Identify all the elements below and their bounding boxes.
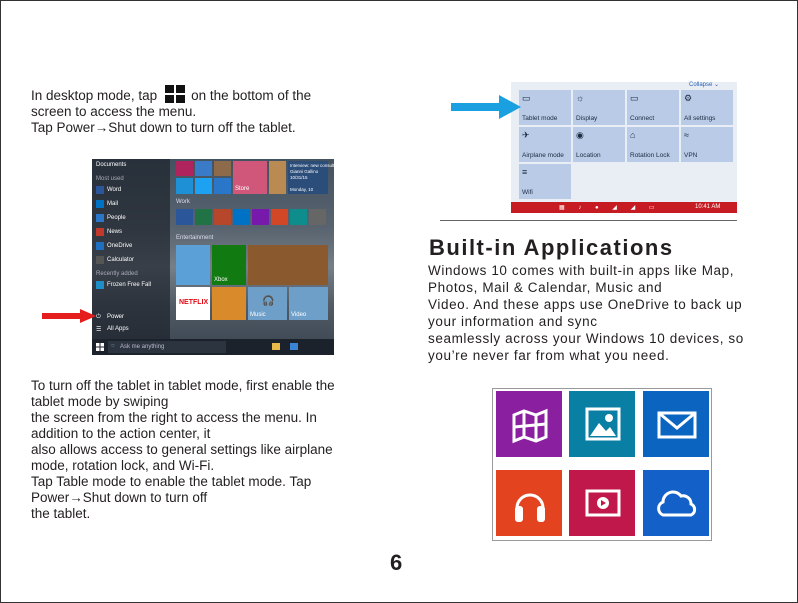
power-icon: ⏻ — [96, 314, 101, 320]
documents-header: Documents — [96, 162, 127, 168]
all-apps-icon: ☰ — [96, 327, 102, 333]
onedrive-cloud-icon — [653, 488, 699, 518]
builtin-line-4: your information and sync — [428, 314, 598, 329]
video-play-icon — [585, 489, 621, 517]
tile-3[interactable] — [214, 161, 231, 176]
quick-action-label: VPN — [684, 152, 698, 159]
quick-action-all-settings[interactable] — [681, 90, 733, 125]
mail-icon — [657, 411, 697, 439]
builtin-line-6: you’re never far from what you need. — [428, 348, 670, 363]
app-icon-news — [96, 228, 104, 236]
work-tile-3[interactable] — [214, 209, 231, 225]
builtin-line-1: Windows 10 comes with built-in apps like Map, — [428, 263, 735, 278]
onedrive-tile[interactable] — [643, 470, 709, 536]
app-item-word[interactable]: Word — [107, 187, 122, 193]
work-tile-1[interactable] — [176, 209, 193, 225]
explorer-icon[interactable] — [272, 343, 280, 350]
video-tile[interactable] — [569, 470, 635, 536]
mail-tile[interactable] — [643, 391, 709, 457]
rotation-lock-icon: ⌂ — [630, 130, 636, 140]
store-icon[interactable] — [290, 343, 298, 350]
start-button-icon[interactable] — [96, 343, 104, 351]
app-item-mail[interactable]: Mail — [107, 201, 119, 207]
start-menu-tiles-pane — [170, 159, 341, 339]
tablet-line-2: tablet mode by swiping — [31, 394, 169, 409]
work-header: Work — [176, 199, 190, 205]
quick-action-wifi[interactable] — [519, 164, 571, 199]
tile-1[interactable] — [176, 161, 193, 176]
recently-added-header: Recently added — [96, 271, 138, 277]
tile-king[interactable] — [212, 287, 246, 320]
quick-action-rotation-lock[interactable] — [627, 127, 679, 162]
start-menu-left-pane — [92, 159, 170, 339]
intro-line-3: Tap Power→Shut down to turn off the tablet. — [31, 120, 296, 135]
divider — [440, 220, 737, 221]
airplane-mode-icon: ✈ — [522, 130, 530, 140]
tablet-line-9: the tablet. — [31, 506, 91, 521]
quick-action-label: Rotation Lock — [630, 152, 670, 159]
quick-action-label: Tablet mode — [522, 115, 558, 122]
tile-game[interactable] — [248, 245, 328, 285]
tablet-line-7: Tap Table mode to enable the tablet mode. Tap — [31, 474, 312, 489]
app-icon-onedrive — [96, 242, 104, 250]
wifi-icon: ≡ — [522, 167, 528, 177]
work-tile-7[interactable] — [290, 209, 307, 225]
location-icon: ◉ — [576, 130, 584, 140]
tile-twitter[interactable] — [195, 178, 212, 194]
tablet-line-4: addition to the action center, it — [31, 426, 211, 441]
tile-music[interactable]: 🎧 Music — [248, 287, 287, 320]
tile-store[interactable]: Store — [233, 161, 267, 194]
builtin-heading: Built-in Applications — [429, 235, 674, 260]
search-placeholder: Ask me anything — [120, 344, 165, 350]
display-icon: ☼ — [576, 93, 585, 103]
work-tile-2[interactable] — [195, 209, 212, 225]
tile-netflix[interactable]: NETFLIX — [176, 287, 210, 320]
tray-icons: ▦ ♪ ● ◢ ◢ ▭ — [559, 205, 661, 211]
app-icon-mail — [96, 200, 104, 208]
all-settings-icon: ⚙ — [684, 93, 693, 103]
tile-2[interactable] — [195, 161, 212, 176]
quick-action-vpn[interactable] — [681, 127, 733, 162]
windows-logo-icon — [165, 85, 185, 103]
app-item-onedrive[interactable]: OneDrive — [107, 243, 133, 249]
work-tile-8[interactable] — [309, 209, 326, 225]
power-menu-item[interactable]: Power — [107, 314, 125, 320]
builtin-line-5: seamlessly across your Windows 10 devices, so — [428, 331, 744, 346]
page-number: 6 — [390, 550, 403, 575]
quick-action-label: All settings — [684, 115, 716, 122]
builtin-line-2: Photos, Mail & Calendar, Music and — [428, 280, 663, 295]
quick-action-label: Wifi — [522, 189, 533, 196]
app-item-people[interactable]: People — [107, 215, 126, 221]
frozen-icon — [96, 281, 104, 289]
connect-icon: ▭ — [630, 93, 639, 103]
work-tile-6[interactable] — [271, 209, 288, 225]
intro-line-2: screen to access the menu. — [31, 104, 197, 119]
intro-paragraph — [31, 85, 311, 136]
search-box[interactable] — [108, 341, 226, 353]
app-icon-calculator — [96, 256, 104, 264]
quick-action-airplane-mode[interactable] — [519, 127, 571, 162]
app-icon-people — [96, 214, 104, 222]
tablet-line-8: Power→Shut down to turn off — [31, 490, 208, 505]
quick-action-label: Display — [576, 115, 598, 122]
builtin-line-3: Video. And these apps use OneDrive to back up — [428, 297, 743, 312]
maps-tile[interactable] — [496, 391, 562, 457]
tile-disney[interactable] — [176, 245, 210, 285]
tile-news[interactable]: Interview: new consultant Gianni Gallino 10/31/15 Monday, 10 — [290, 163, 341, 192]
action-center-screenshot — [511, 82, 737, 213]
app-item-news[interactable]: News — [107, 229, 123, 235]
tile-skype[interactable] — [176, 178, 193, 194]
tile-5[interactable] — [269, 161, 286, 194]
work-tile-4[interactable] — [233, 209, 250, 225]
vpn-icon: ≈ — [684, 130, 689, 140]
headphones-icon: 🎧 — [262, 296, 275, 307]
builtin-apps-panel — [492, 388, 712, 541]
builtin-paragraph — [428, 262, 744, 364]
entertainment-header: Entertainment — [176, 235, 214, 241]
work-tile-5[interactable] — [252, 209, 269, 225]
maps-icon — [512, 407, 548, 443]
app-icon-word — [96, 186, 104, 194]
intro-line-1: In desktop mode, tap on the bottom of the — [31, 85, 311, 104]
quick-action-tablet-mode[interactable] — [519, 90, 571, 125]
tablet-line-3: the screen from the right to access the menu. In — [31, 410, 317, 425]
photos-tile[interactable] — [569, 391, 635, 457]
quick-action-label: Connect — [630, 115, 655, 122]
tablet-paragraph — [31, 378, 335, 522]
taskbar — [92, 339, 334, 355]
tablet-line-6: mode, rotation lock, and Wi-Fi. — [31, 458, 215, 473]
most-used-header: Most used — [96, 176, 124, 182]
blue-arrow-icon — [451, 95, 521, 119]
quick-action-connect[interactable] — [627, 90, 679, 125]
clock: 10:41 AM — [695, 204, 721, 210]
music-tile[interactable] — [496, 470, 562, 536]
tile-8[interactable] — [214, 178, 231, 194]
start-menu-screenshot — [92, 159, 341, 355]
collapse-link[interactable]: Collapse ⌄ — [689, 82, 720, 88]
tablet-line-1: To turn off the tablet in tablet mode, first enable the — [31, 378, 335, 393]
search-icon: ○ — [111, 343, 115, 349]
tile-xbox[interactable]: Xbox — [212, 245, 246, 285]
recent-app-item[interactable]: Frozen Free Fall — [107, 282, 152, 288]
tablet-line-5: also allows access to general settings like airplane — [31, 442, 333, 457]
app-item-calculator[interactable]: Calculator — [107, 257, 135, 263]
quick-action-display[interactable] — [573, 90, 625, 125]
red-arrow-icon — [42, 309, 96, 323]
tablet-taskbar — [511, 202, 737, 213]
headphones-icon — [512, 484, 548, 524]
tile-video[interactable]: Video — [289, 287, 328, 320]
photos-icon — [585, 407, 621, 441]
quick-action-location[interactable] — [573, 127, 625, 162]
quick-action-label: Airplane mode — [522, 152, 564, 159]
all-apps-item[interactable]: All Apps — [107, 326, 129, 332]
tablet-mode-icon: ▭ — [522, 93, 531, 103]
quick-action-label: Location — [576, 152, 601, 159]
